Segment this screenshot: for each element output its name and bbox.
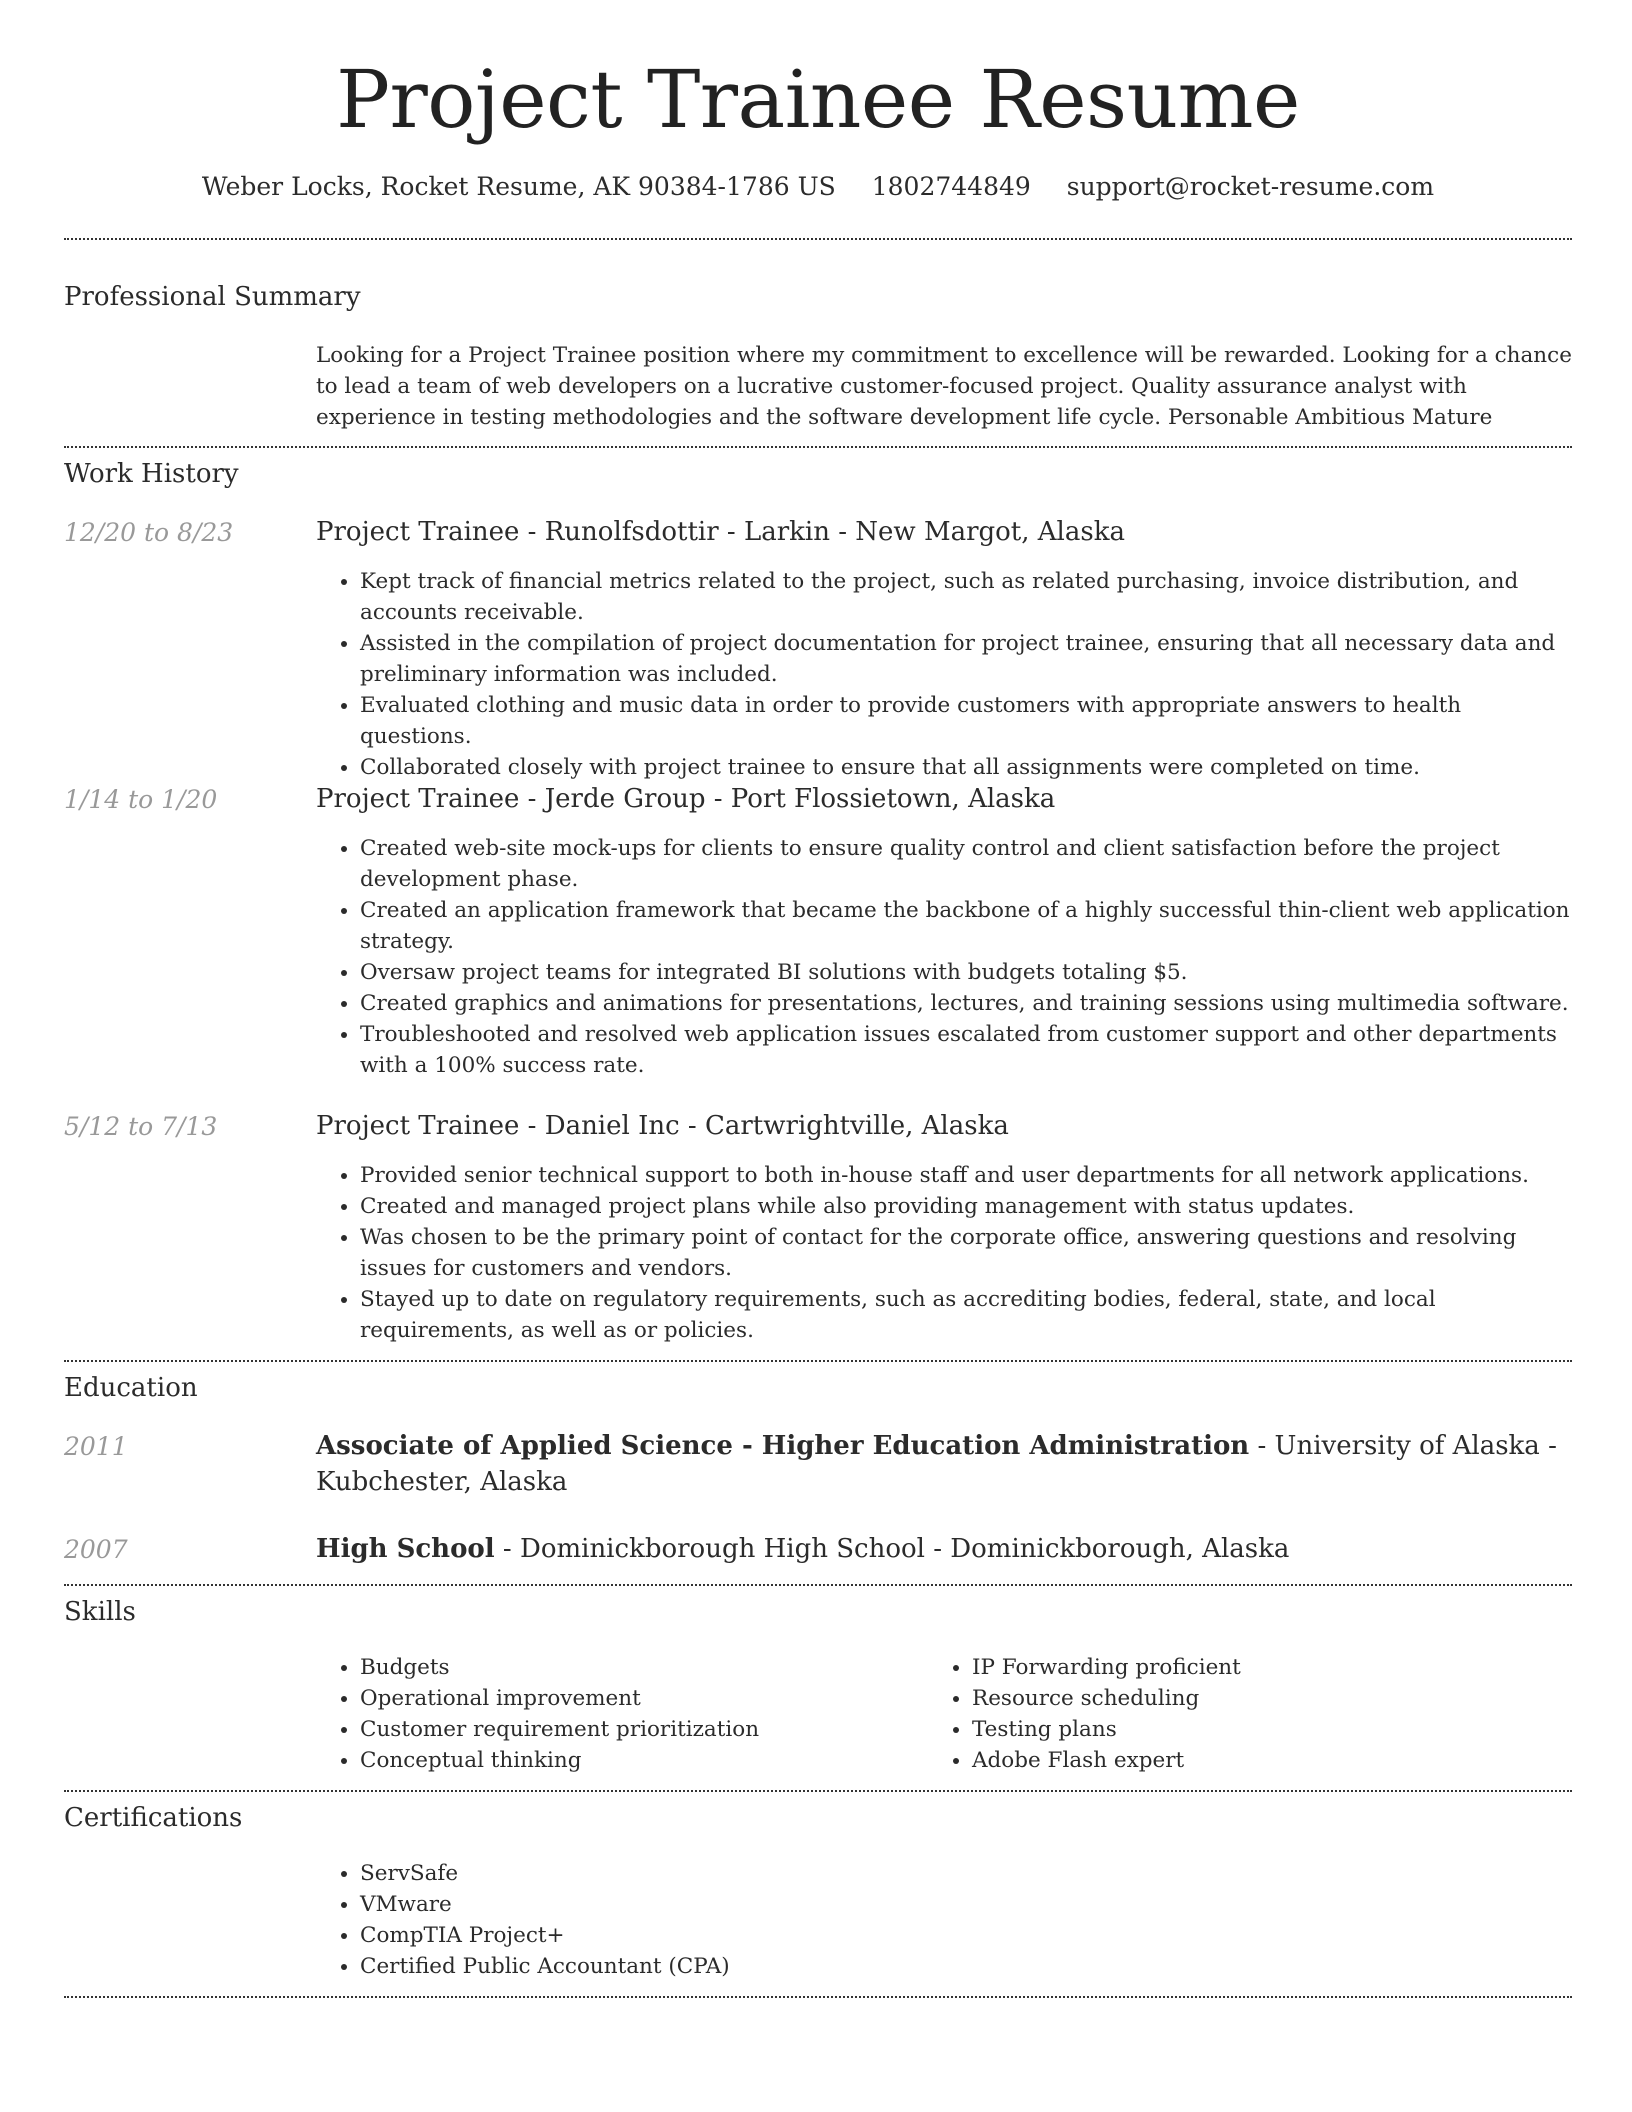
job-title: Project Trainee - Jerde Group - Port Flossietown, Alaska — [316, 784, 1056, 814]
list-item: • Troubleshooted and resolved web application issues escalated from customer support and other departments with a 100% success rate. — [360, 1019, 1572, 1081]
resume-title: Project Trainee Resume — [336, 53, 1300, 146]
section-title-skills: Skills — [64, 1597, 136, 1627]
list-item: • Created an application framework that became the backbone of a highly successful thin-client web application strategy. — [360, 895, 1572, 957]
divider — [64, 1584, 1572, 1586]
summary-text: Looking for a Project Trainee position where my commitment to excellence will be rewarded. Looking for a chance to lead a team of web developers on a lucrative customer-focused project. Quality assurance analyst with experience in testing methodologies and the software development life cycle. Personable Ambitious Mature — [316, 343, 1572, 430]
education-year: 2011 — [64, 1432, 128, 1461]
job-title: Project Trainee - Daniel Inc - Cartwrightville, Alaska — [316, 1111, 1009, 1141]
education-year: 2007 — [64, 1535, 128, 1564]
list-item: • Adobe Flash expert — [972, 1745, 1528, 1776]
list-item: • Created and managed project plans while also providing management with status updates. — [360, 1191, 1572, 1222]
section-title-work-history: Work History — [64, 459, 239, 489]
job-bullets — [316, 1160, 1572, 1346]
divider — [64, 1360, 1572, 1362]
degree-name: High School — [316, 1534, 495, 1564]
job-title: Project Trainee - Runolfsdottir - Larkin - New Margot, Alaska — [316, 517, 1125, 547]
list-item: • Certified Public Accountant (CPA) — [360, 1951, 1572, 1982]
school-info: - University of Alaska - Kubchester, Alaska — [316, 1431, 1557, 1497]
divider — [64, 1790, 1572, 1792]
list-item: • Conceptual thinking — [360, 1745, 916, 1776]
job-dates: 12/20 to 8/23 — [64, 518, 234, 547]
list-item: • Resource scheduling — [972, 1683, 1528, 1714]
divider — [64, 446, 1572, 448]
contact-phone: 1802744849 — [871, 172, 1031, 201]
list-item: • Was chosen to be the primary point of contact for the corporate office, answering questions and resolving issues for customers and vendors. — [360, 1222, 1572, 1284]
job-dates: 1/14 to 1/20 — [64, 785, 218, 814]
school-info: - Dominickborough High School - Dominickborough, Alaska — [494, 1534, 1290, 1564]
education-entry — [316, 1531, 1572, 1567]
list-item: • Operational improvement — [360, 1683, 916, 1714]
contact-email: support@rocket-resume.com — [1066, 172, 1435, 201]
list-item: • Customer requirement prioritization — [360, 1714, 916, 1745]
job-bullets — [316, 566, 1572, 783]
list-item: • Provided senior technical support to both in-house staff and user departments for all network applications. — [360, 1160, 1572, 1191]
list-item: • Collaborated closely with project trainee to ensure that all assignments were completed on time. — [360, 752, 1572, 783]
section-title-certifications: Certifications — [64, 1803, 243, 1833]
list-item: • CompTIA Project+ — [360, 1920, 1572, 1951]
divider — [64, 238, 1572, 240]
contact-line — [64, 170, 1572, 204]
list-item: • ServSafe — [360, 1858, 1572, 1889]
list-item: • Evaluated clothing and music data in order to provide customers with appropriate answers to health questions. — [360, 690, 1572, 752]
education-entry — [316, 1428, 1572, 1500]
section-title-education: Education — [64, 1373, 198, 1403]
job-dates: 5/12 to 7/13 — [64, 1112, 218, 1141]
list-item: • Kept track of financial metrics related to the project, such as related purchasing, invoice distribution, and accounts receivable. — [360, 566, 1572, 628]
list-item: • IP Forwarding proficient — [972, 1652, 1528, 1683]
list-item: • Created web-site mock-ups for clients to ensure quality control and client satisfaction before the project development phase. — [360, 833, 1572, 895]
certifications-list — [316, 1858, 1572, 1982]
skills-list-right — [928, 1652, 1528, 1776]
list-item: • Testing plans — [972, 1714, 1528, 1745]
list-item: • Budgets — [360, 1652, 916, 1683]
divider — [64, 1996, 1572, 1998]
list-item: • Assisted in the compilation of project documentation for project trainee, ensuring that all necessary data and preliminary information was included. — [360, 628, 1572, 690]
degree-name: Associate of Applied Science - Higher Education Administration — [316, 1431, 1250, 1461]
skills-list-left — [316, 1652, 916, 1776]
section-title-summary: Professional Summary — [64, 282, 361, 312]
contact-address: Weber Locks, Rocket Resume, AK 90384-1786 US — [201, 172, 836, 201]
list-item: • VMware — [360, 1889, 1572, 1920]
list-item: • Stayed up to date on regulatory requirements, such as accrediting bodies, federal, state, and local requirements, as well as or policies. — [360, 1284, 1572, 1346]
list-item: • Oversaw project teams for integrated BI solutions with budgets totaling $5. — [360, 957, 1572, 988]
job-bullets — [316, 833, 1572, 1081]
list-item: • Created graphics and animations for presentations, lectures, and training sessions using multimedia software. — [360, 988, 1572, 1019]
